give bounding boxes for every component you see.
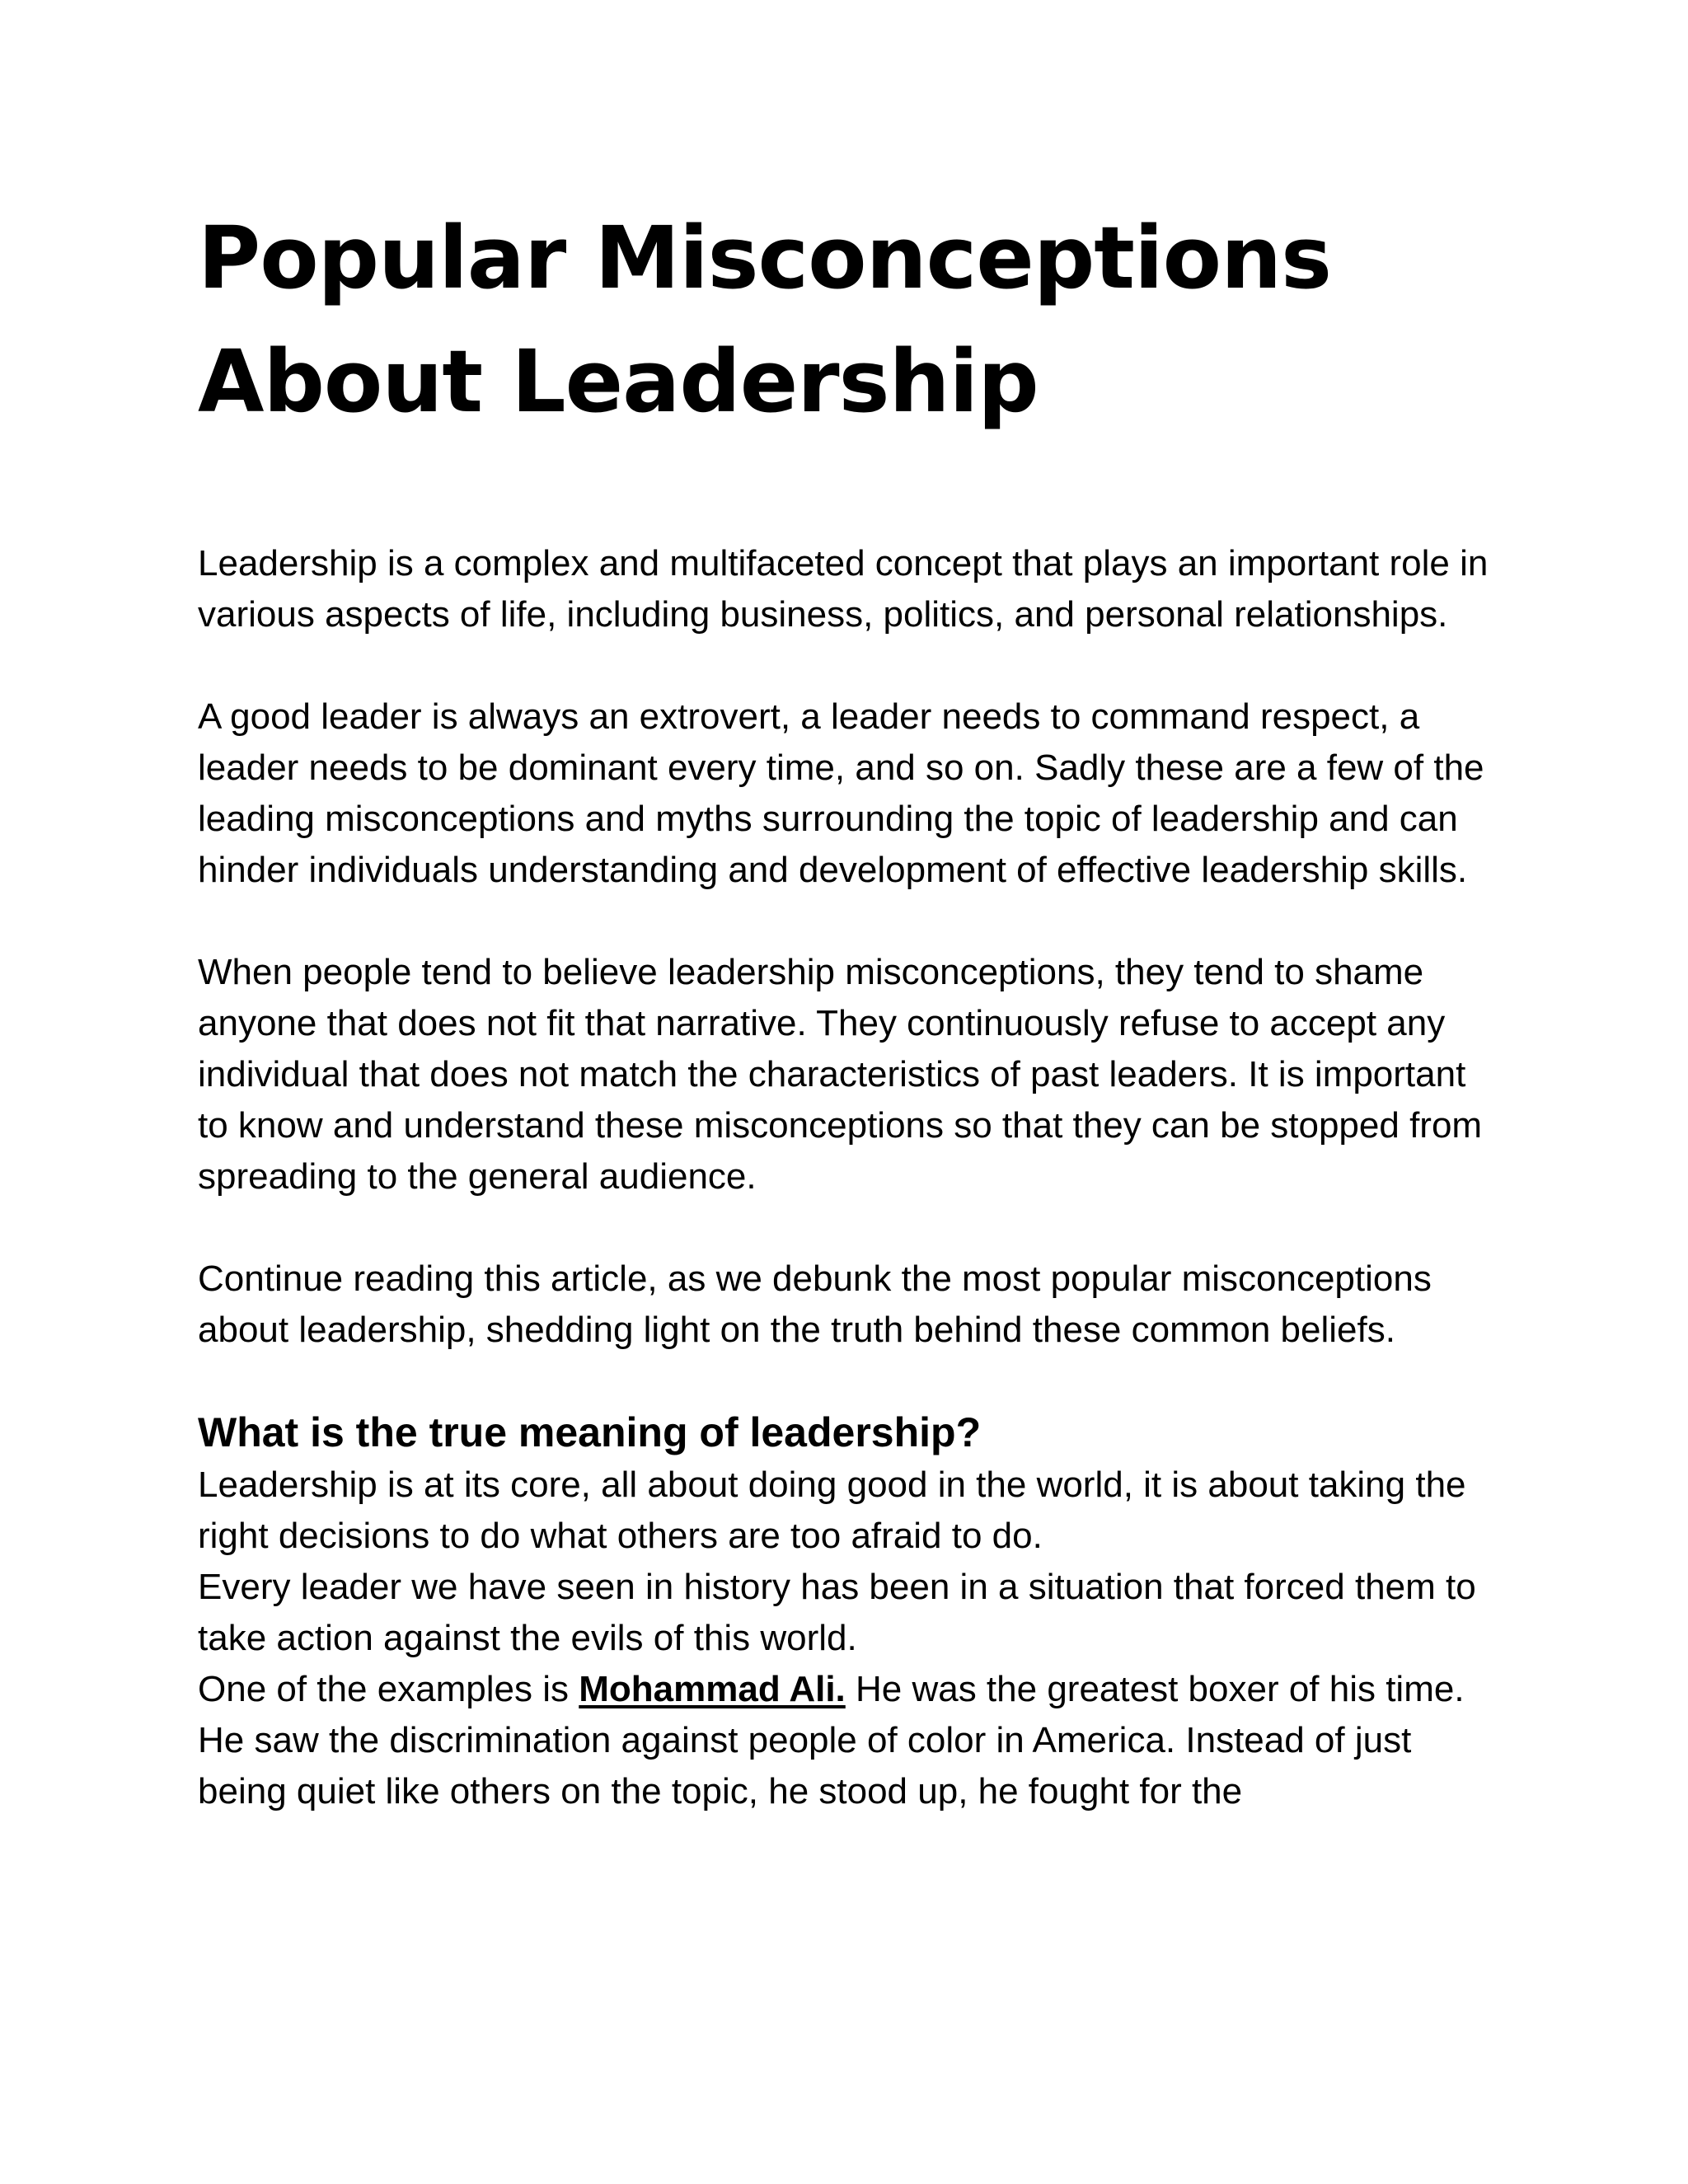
section-line-2: Every leader we have seen in history has been in a situation that forced them to take action against the evils of this world. <box>198 1567 1476 1658</box>
section-line-3-start: One of the examples is <box>198 1669 579 1709</box>
section-line-1: Leadership is at its core, all about doing good in the world, it is about taking the right decisions to do what others are too afraid to do. <box>198 1465 1466 1556</box>
section-body <box>198 1460 1500 1817</box>
continue-reading-paragraph: Continue reading this article, as we debunk the most popular misconceptions about leadership, shedding light on the truth behind these common beliefs. <box>198 1258 1432 1350</box>
page-title <box>198 196 1500 443</box>
title-line-2: About Leadership <box>198 331 1039 432</box>
title-line-1: Popular Misconceptions <box>198 208 1332 308</box>
misconceptions-paragraph: A good leader is always an extrovert, a leader needs to command respect, a leader needs to be dominant every time, and so on. Sadly these are a few of the leading misconceptions and myths surrounding the topic of leadership and can hinder individuals understanding and development of effective leadership skills. <box>198 696 1484 890</box>
section-line-3 <box>198 1664 1500 1817</box>
document-content <box>198 196 1500 1817</box>
section-line-3-end: He was the greatest boxer of his time. He saw the discrimination against people of color in America. Instead of just being quiet like others on the topic, he stood up, he fought for the <box>198 1669 1465 1811</box>
section-heading: What is the true meaning of leadership? <box>198 1409 982 1455</box>
narrative-paragraph: When people tend to believe leadership misconceptions, they tend to shame anyone that does not fit that narrative. They continuously refuse to accept any individual that does not match the characteristics of past leaders. It is important to know and understand these misconceptions so that they can be stopped from spreading to the general audience. <box>198 952 1483 1197</box>
mohammad-ali-link[interactable]: Mohammad Ali. <box>579 1669 846 1709</box>
intro-paragraph: Leadership is a complex and multifaceted concept that plays an important role in various aspects of life, including business, politics, and personal relationships. <box>198 543 1489 635</box>
